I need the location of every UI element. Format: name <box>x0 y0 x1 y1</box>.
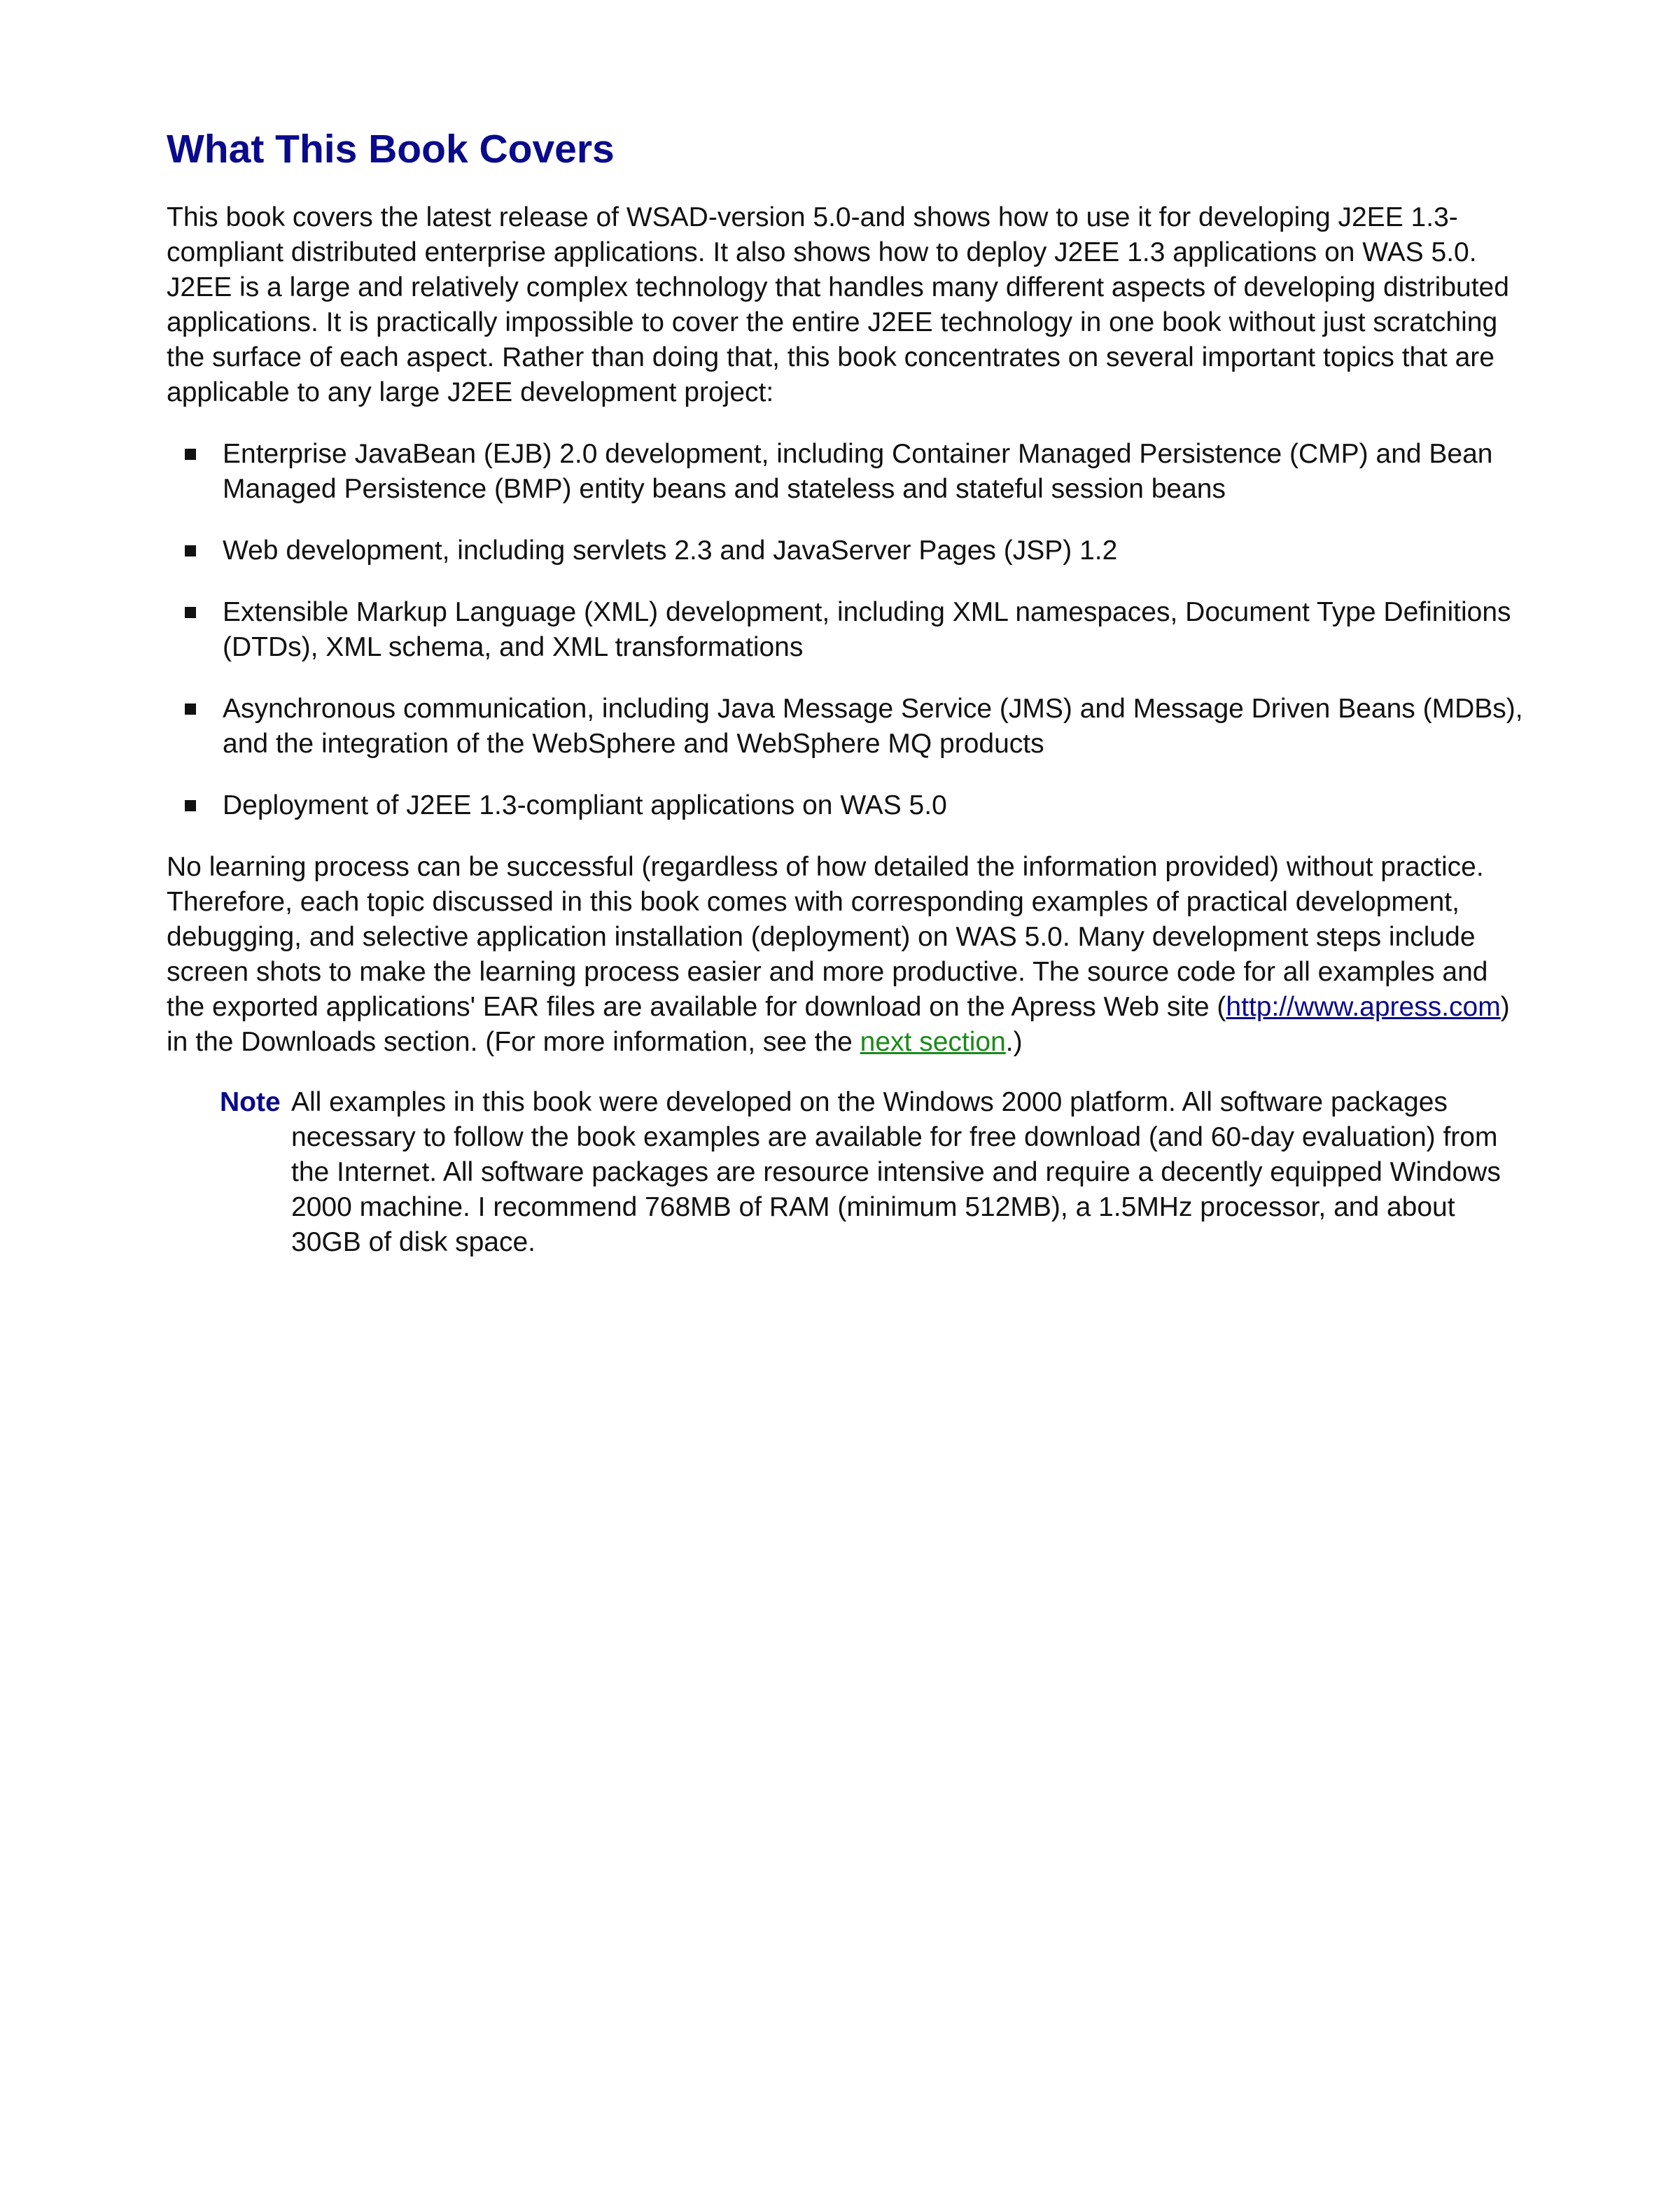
list-item <box>167 692 1525 762</box>
list-item <box>167 533 1525 568</box>
next-section-link[interactable]: next section <box>860 1027 1006 1057</box>
apress-url-link[interactable]: http://www.apress.com <box>1226 992 1501 1022</box>
list-item <box>167 595 1525 665</box>
practice-text-end: .) <box>1005 1027 1023 1057</box>
list-item-text: Deployment of J2EE 1.3-compliant applications on WAS 5.0 <box>223 790 947 820</box>
list-item-text: Extensible Markup Language (XML) development, including XML namespaces, Document Type Definitions (DTDs), XML schema, and XML transformations <box>223 597 1511 662</box>
list-item-text: Web development, including servlets 2.3 and JavaServer Pages (JSP) 1.2 <box>223 536 1118 566</box>
practice-paragraph <box>167 850 1525 1060</box>
square-bullet-icon <box>185 545 196 556</box>
square-bullet-icon <box>185 704 196 715</box>
practice-text-middle: ) in the Downloads section. (For more information, see the <box>167 992 1510 1057</box>
square-bullet-icon <box>185 607 196 618</box>
note-label: Note <box>220 1087 281 1117</box>
square-bullet-icon <box>185 449 196 460</box>
list-item-text: Enterprise JavaBean (EJB) 2.0 development, including Container Managed Persistence (CMP) and Bean Managed Persistence (BMP) entity beans and stateless and stateful session beans <box>223 439 1493 504</box>
practice-text-start: No learning process can be successful (regardless of how detailed the information provided) without practice. Therefore, each topic discussed in this book comes with corresponding examples of practical development, debugging, and selective application installation (deployment) on WAS 5.0. Many development steps include screen shots to make the learning process easier and more productive. The source code for all examples and the exported applications' EAR files are available for download on the Apress Web site ( <box>167 852 1488 1022</box>
note-text: All examples in this book were developed on the Windows 2000 platform. All software packages necessary to follow the book examples are available for free download (and 60-day evaluation) from the Internet. All software packages are resource intensive and require a decently equipped Windows 2000 machine. I recommend 768MB of RAM (minimum 512MB), a 1.5MHz processor, and about 30GB of disk space. <box>291 1087 1501 1257</box>
page-title: What This Book Covers <box>167 127 615 172</box>
list-item <box>167 788 1525 823</box>
square-bullet-icon <box>185 800 196 811</box>
list-item <box>167 437 1525 507</box>
list-item-text: Asynchronous communication, including Java Message Service (JMS) and Message Driven Beans (MDBs), and the integration of the WebSphere and WebSphere MQ products <box>223 694 1523 759</box>
topics-list <box>167 437 1525 823</box>
intro-paragraph: This book covers the latest release of WSAD-version 5.0-and shows how to use it for developing J2EE 1.3-compliant distributed enterprise applications. It also shows how to deploy J2EE 1.3 applications on WAS 5.0. J2EE is a large and relatively complex technology that handles many different aspects of developing distributed applications. It is practically impossible to cover the entire J2EE technology in one book without just scratching the surface of each aspect. Rather than doing that, this book concentrates on several important topics that are applicable to any large J2EE development project: <box>167 202 1509 407</box>
document-page <box>167 125 1525 1260</box>
note-block <box>167 1085 1525 1260</box>
